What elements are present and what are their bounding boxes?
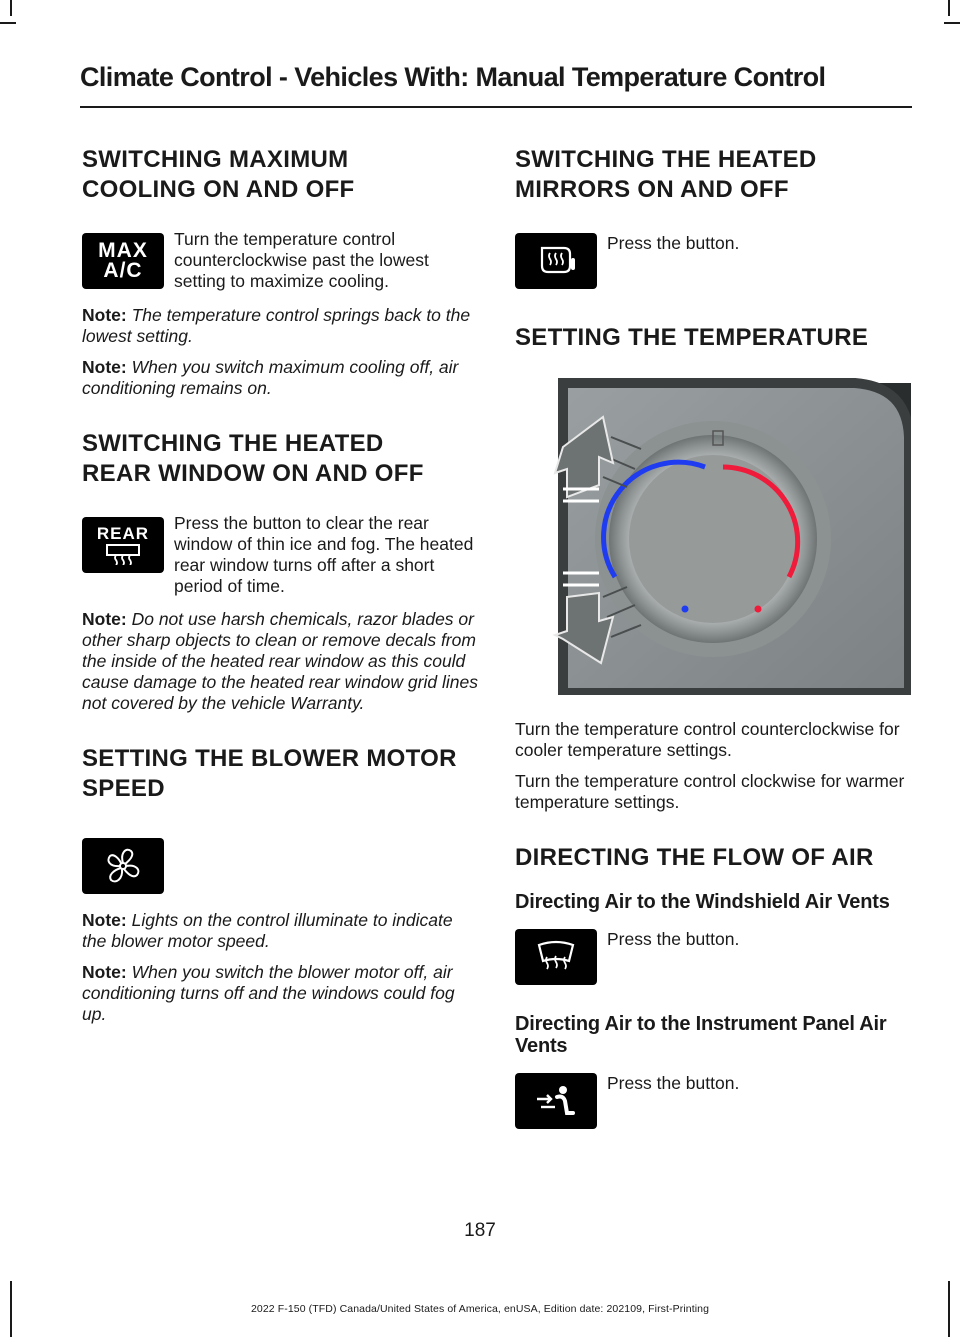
page-number: 187	[464, 1220, 496, 1241]
panel-vent-icon	[515, 1073, 597, 1129]
rear-window-body: Press the button to clear the rear window of thin ice and fog. The heated rear window turns off after a short period of time.	[174, 513, 474, 596]
page-title: Climate Control - Vehicles With: Manual Temperature Control	[80, 62, 826, 92]
airflow-heading: DIRECTING THE FLOW OF AIR	[515, 844, 874, 871]
heated-mirror-icon	[515, 233, 597, 289]
crop-mark	[10, 0, 12, 16]
fan-icon	[82, 838, 164, 894]
heated-mirrors-body: Press the button.	[607, 233, 740, 253]
temperature-para-2: Turn the temperature control clockwise for warmer temperature settings.	[515, 771, 905, 812]
blower-section	[82, 744, 478, 1025]
panel-subheading: Directing Air to the Instrument Panel Air Vents	[515, 1013, 887, 1057]
temperature-para-1: Turn the temperature control counterclockwise for cooler temperature settings.	[515, 719, 900, 760]
heated-mirrors-section	[515, 145, 911, 293]
max-ac-icon: MAX A/C	[82, 233, 164, 289]
header-rule	[80, 106, 912, 108]
rear-defrost-grid-icon	[103, 543, 143, 565]
rear-defrost-icon: REAR	[82, 517, 164, 573]
windshield-defrost-icon	[515, 929, 597, 985]
max-cooling-section	[82, 145, 478, 399]
crop-mark	[948, 0, 950, 16]
panel-body: Press the button.	[607, 1073, 740, 1093]
blower-heading: SETTING THE BLOWER MOTOR SPEED	[82, 745, 457, 802]
left-column	[82, 145, 478, 1025]
temperature-heading: SETTING THE TEMPERATURE	[515, 324, 869, 351]
rear-window-note: Note: Do not use harsh chemicals, razor blades or other sharp objects to clean or remove decals from the inside of the heated rear window as this could cause damage to the heated rear window grid lines not covered by the vehicle Warranty.	[82, 609, 478, 713]
edition-footer: 2022 F-150 (TFD) Canada/United States of America, enUSA, Edition date: 202109, First-Printing	[250, 1303, 710, 1315]
max-cooling-body: Turn the temperature control counterclockwise past the lowest setting to maximize cooling.	[174, 229, 429, 291]
crop-mark	[944, 22, 960, 24]
blower-note-2: Note: When you switch the blower motor off, air conditioning turns off and the windows could fog up.	[82, 962, 455, 1024]
temperature-section	[515, 323, 911, 813]
crop-mark	[0, 22, 16, 24]
max-cooling-note-2: Note: When you switch maximum cooling off, air conditioning remains on.	[82, 357, 459, 398]
rear-window-heading: SWITCHING THE HEATED REAR WINDOW ON AND OFF	[82, 430, 424, 487]
windshield-body: Press the button.	[607, 929, 740, 949]
windshield-subheading: Directing Air to the Windshield Air Vents	[515, 891, 890, 913]
right-column	[515, 145, 911, 1133]
blower-note-1: Note: Lights on the control illuminate to indicate the blower motor speed.	[82, 910, 453, 951]
heated-mirrors-heading: SWITCHING THE HEATED MIRRORS ON AND OFF	[515, 146, 817, 203]
temperature-dial-illustration	[515, 377, 911, 695]
max-cooling-heading: SWITCHING MAXIMUM COOLING ON AND OFF	[82, 146, 355, 203]
max-cooling-note-1: Note: The temperature control springs back to the lowest setting.	[82, 305, 471, 346]
rear-window-section	[82, 429, 478, 714]
airflow-section	[515, 843, 911, 1133]
